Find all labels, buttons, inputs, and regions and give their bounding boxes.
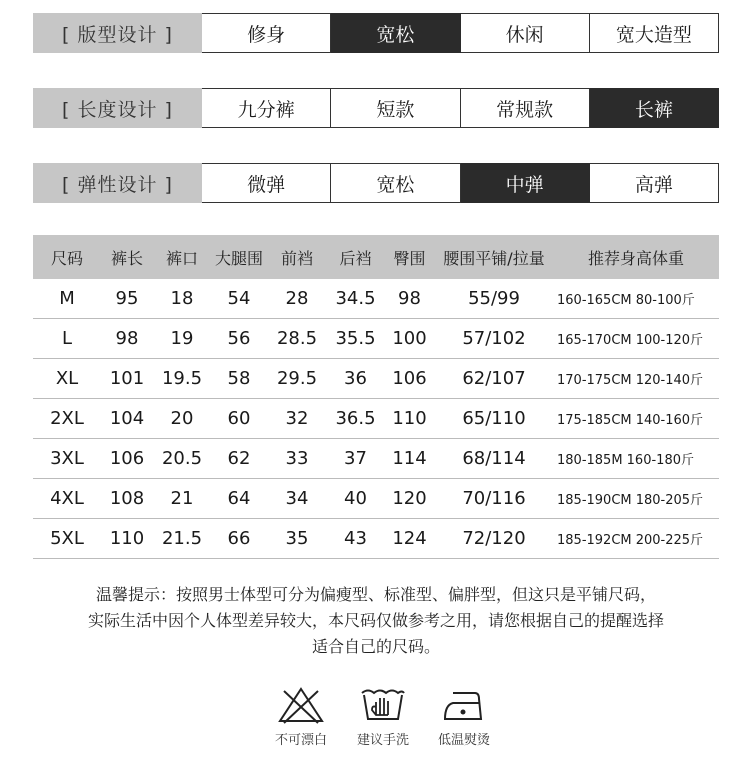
no-bleach-icon [276,685,326,725]
cell-hip: 120 [384,479,435,519]
care-label: 不可漂白 [274,733,327,748]
length-option-regular[interactable]: 常规款 [461,88,590,128]
cell-recommend: 165-170CM 100-120斤 [553,319,719,359]
length-option-long[interactable]: 长裤 [590,88,719,128]
low-iron-icon [439,685,489,725]
cell-front-rise: 29.5 [267,359,327,399]
stretch-option-slight[interactable]: 微弹 [202,163,331,203]
cell-front-rise: 32 [267,399,327,439]
hand-wash-icon [358,685,408,725]
cell-waist: 62/107 [435,359,553,399]
cell-back-rise: 40 [327,479,384,519]
header-pants-length: 裤长 [101,235,153,279]
cell-hip: 98 [384,279,435,319]
header-back-rise: 后裆 [327,235,384,279]
fit-option-oversized[interactable]: 宽大造型 [590,13,719,53]
cell-hem: 18 [153,279,211,319]
table-row [33,319,719,359]
cell-size: L [33,319,101,359]
cell-size: M [33,279,101,319]
cell-waist: 72/120 [435,519,553,559]
care-hand-wash [343,685,423,748]
stretch-option-medium[interactable]: 中弹 [461,163,590,203]
cell-thigh: 58 [211,359,267,399]
cell-front-rise: 34 [267,479,327,519]
cell-pants-length: 98 [101,319,153,359]
stretch-design-row [33,163,719,203]
cell-thigh: 56 [211,319,267,359]
stretch-option-high[interactable]: 高弹 [590,163,719,203]
fit-option-slim[interactable]: 修身 [202,13,331,53]
length-design-row [33,88,719,128]
cell-hem: 21 [153,479,211,519]
table-row [33,359,719,399]
cell-hip: 114 [384,439,435,479]
fit-option-loose[interactable]: 宽松 [331,13,460,53]
cell-recommend: 170-175CM 120-140斤 [553,359,719,399]
care-label: 低温熨烫 [437,733,490,748]
fit-design-row [33,13,719,53]
note-line: 温馨提示：按照男士体型可分为偏瘦型、标准型、偏胖型，但这只是平铺尺码， [95,585,656,604]
length-option-short[interactable]: 短款 [331,88,460,128]
cell-recommend: 180-185M 160-180斤 [553,439,719,479]
stretch-design-label: [ 弹性设计 ] [33,163,202,203]
cell-pants-length: 101 [101,359,153,399]
cell-thigh: 66 [211,519,267,559]
cell-back-rise: 34.5 [327,279,384,319]
note-line: 实际生活中因个人体型差异较大，本尺码仅做参考之用，请您根据自己的提醒选择 [87,611,664,630]
header-front-rise: 前裆 [267,235,327,279]
header-waist: 腰围平铺/拉量 [435,235,553,279]
cell-pants-length: 108 [101,479,153,519]
cell-hip: 124 [384,519,435,559]
table-row [33,439,719,479]
fit-design-label: [ 版型设计 ] [33,13,202,53]
cell-thigh: 62 [211,439,267,479]
fit-option-casual[interactable]: 休闲 [461,13,590,53]
cell-waist: 55/99 [435,279,553,319]
cell-waist: 65/110 [435,399,553,439]
cell-back-rise: 36 [327,359,384,399]
size-table-header [33,235,719,279]
cell-recommend: 185-192CM 200-225斤 [553,519,719,559]
cell-front-rise: 28 [267,279,327,319]
table-row [33,519,719,559]
cell-thigh: 60 [211,399,267,439]
cell-pants-length: 110 [101,519,153,559]
note-line: 适合自己的尺码。 [311,637,440,656]
cell-recommend: 175-185CM 140-160斤 [553,399,719,439]
cell-size: XL [33,359,101,399]
header-hip: 臀围 [384,235,435,279]
cell-size: 2XL [33,399,101,439]
cell-pants-length: 106 [101,439,153,479]
cell-front-rise: 35 [267,519,327,559]
cell-hip: 100 [384,319,435,359]
cell-thigh: 64 [211,479,267,519]
cell-hem: 20.5 [153,439,211,479]
cell-hip: 106 [384,359,435,399]
cell-recommend: 160-165CM 80-100斤 [553,279,719,319]
cell-waist: 70/116 [435,479,553,519]
cell-back-rise: 35.5 [327,319,384,359]
table-row [33,479,719,519]
cell-hip: 110 [384,399,435,439]
care-label: 建议手洗 [356,733,409,748]
header-thigh: 大腿围 [211,235,267,279]
header-hem: 裤口 [153,235,211,279]
table-row [33,279,719,319]
length-option-cropped[interactable]: 九分裤 [202,88,331,128]
cell-waist: 57/102 [435,319,553,359]
size-table [33,235,719,559]
cell-back-rise: 36.5 [327,399,384,439]
cell-hem: 19.5 [153,359,211,399]
size-note [33,582,719,660]
cell-waist: 68/114 [435,439,553,479]
cell-size: 4XL [33,479,101,519]
cell-thigh: 54 [211,279,267,319]
cell-hem: 21.5 [153,519,211,559]
table-row [33,399,719,439]
cell-front-rise: 28.5 [267,319,327,359]
cell-front-rise: 33 [267,439,327,479]
length-design-label: [ 长度设计 ] [33,88,202,128]
cell-pants-length: 104 [101,399,153,439]
care-low-iron [424,685,504,748]
cell-hem: 20 [153,399,211,439]
header-size: 尺码 [33,235,101,279]
cell-back-rise: 43 [327,519,384,559]
care-no-bleach [261,685,341,748]
cell-size: 3XL [33,439,101,479]
stretch-option-loose[interactable]: 宽松 [331,163,460,203]
cell-pants-length: 95 [101,279,153,319]
header-recommend: 推荐身高体重 [553,235,719,279]
cell-hem: 19 [153,319,211,359]
cell-recommend: 185-190CM 180-205斤 [553,479,719,519]
cell-back-rise: 37 [327,439,384,479]
cell-size: 5XL [33,519,101,559]
